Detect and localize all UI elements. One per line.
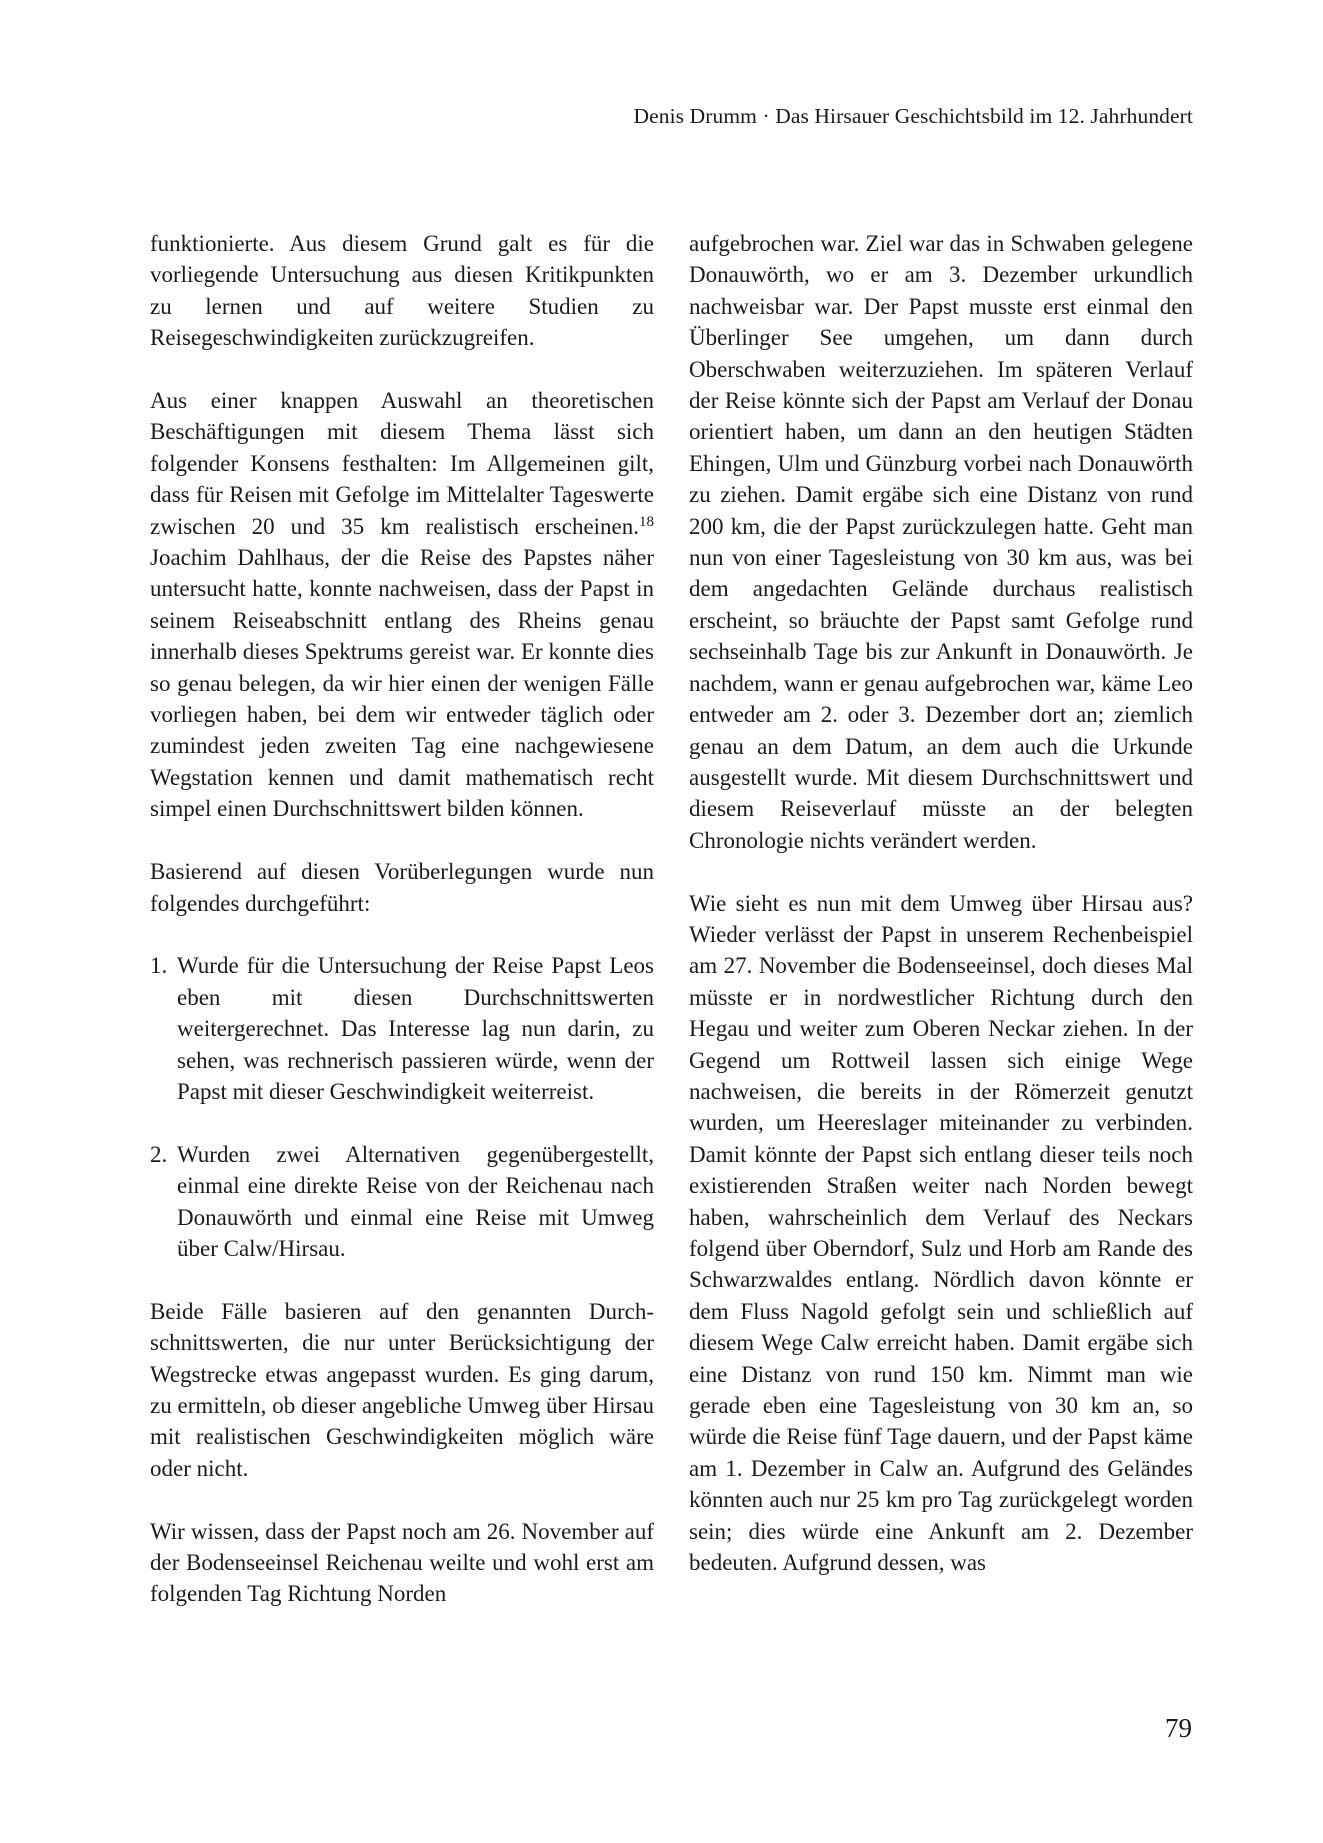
list-number: 2.: [150, 1141, 168, 1167]
list-number: 1.: [150, 953, 168, 979]
paragraph-with-footnote: [150, 385, 654, 825]
paragraph: Wir wissen, dass der Papst noch am 26. November auf der Bodenseeinsel Reichenau weilte und wohl erst am folgenden Tag Richtung Norden: [150, 1518, 654, 1607]
paragraph: Wie sieht es nun mit dem Umweg über Hirsau aus? Wieder verlässt der Papst in unserem Rechenbeispiel am 27. November die Bodenseeinsel, doch dieses Mal müsste er in nordwestlicher Richtung durch den Hegau und weiter zum Oberen Neckar ziehen. In der Gegend um Rottweil lassen sich einige Wege nachweisen, die bereits in der Römerzeit genutzt wurden, um Heereslager miteinander zu verbinden. Damit könnte der Papst sich entlang dieser teils noch existierenden Straßen weiter nach Norden bewegt haben, wahrscheinlich dem Verlauf des Neckars folgend über Oberndorf, Sulz und Horb am Rande des Schwarzwaldes entlang. Nördlich davon könnte er dem Fluss Nagold gefolgt sein und schließlich auf diesem Wege Calw erreicht haben. Damit ergäbe sich eine Distanz von rund 150 km. Nimmt man wie gerade eben eine Tagesleistung von 30 km an, so würde die Reise fünf Tage dauern, und der Papst käme am 1. Dezember in Calw an. Aufgrund des Geländes könnten auch nur 25 km pro Tag zurückgelegt worden sein; dies würde eine Ankunft am 2. Dezember bedeuten. Aufgrund dessen, was: [689, 890, 1193, 1576]
paragraph: Beide Fälle basieren auf den genannten Durchschnittswerten, die nur unter Berücksichtigung der Wegstrecke etwas angepasst wurden. Es ging darum, zu ermitteln, ob dieser angebliche Umweg über Hirsau mit realistischen Geschwindigkeiten möglich wäre oder nicht.: [150, 1298, 654, 1481]
running-header: Denis Drumm · Das Hirsauer Geschichtsbild im 12. Jahrhundert: [633, 104, 1193, 128]
paragraph: funktionierte. Aus diesem Grund galt es für die vorliegende Untersuchung aus diesen Kritikpunkten zu lernen und auf weitere Studien zu Reisegeschwindigkeiten zurückzugreifen.: [150, 231, 654, 351]
footnote-marker[interactable]: 18: [639, 513, 654, 530]
left-column: [150, 228, 654, 1610]
list-item-text: Wurde für die Untersuchung der Reise Papst Leos eben mit diesen Durchschnittswerten weitergerechnet. Das Interesse lag nun darin, zu sehen, was rechnerisch passieren würde, wenn der Papst mit dieser Geschwindigkeit weiterreist.: [177, 953, 654, 1104]
paragraph: aufgebrochen war. Ziel war das in Schwaben gelegene Donauwörth, wo er am 3. Dezember urkundlich nachweisbar war. Der Papst musste erst einmal den Überlinger See umgehen, um dann durch Oberschwaben weiterzuziehen. Im späteren Verlauf der Reise könnte sich der Papst am Verlauf der Donau orientiert haben, um dann an den heutigen Städten Ehingen, Ulm und Günzburg vorbei nach Donauwörth zu ziehen. Damit ergäbe sich eine Distanz von rund 200 km, die der Papst zurückzulegen hatte. Geht man nun von einer Tagesleistung von 30 km aus, was bei dem angedachten Gelände durchaus realistisch erscheint, so bräuchte der Papst samt Gefolge rund sechseinhalb Tage bis zur Ankunft in Donauwörth. Je nachdem, wann er genau aufgebrochen war, käme Leo entweder am 2. oder 3. Dezember dort an; ziemlich genau an dem Datum, an dem auch die Urkunde ausgestellt wurde. Mit diesem Durchschnittswert und diesem Reiseverlauf müsste an der belegten Chronologie nichts verändert werden.: [689, 231, 1193, 853]
paragraph-text: Aus einer knappen Auswahl an theoretischen Beschäftigungen mit diesem Thema lässt sich folgender Konsens festhalten: Im Allgemeinen gilt, dass für Reisen mit Gefolge im Mittelalter Tageswerte zwischen 20 und 35 km realistisch erscheinen.: [150, 388, 654, 539]
list-item: [150, 950, 654, 1107]
list-item-text: Wurden zwei Alternativen gegenübergestellt, einmal eine direkte Reise von der Reichenau nach Donauwörth und einmal eine Reise mit Umweg über Calw/Hirsau.: [177, 1141, 654, 1261]
list-item: [150, 1139, 654, 1265]
paragraph-text: Joachim Dahlhaus, der die Reise des Papstes näher untersucht hatte, konnte nachweisen, dass der Papst in seinem Reiseabschnitt entlang des Rheins genau innerhalb dieses Spektrums gereist war. Er konnte dies so genau belegen, da wir hier einen der wenigen Fälle vorliegen haben, bei dem wir entweder täglich oder zumindest jeden zweiten Tag eine nachgewiesene Wegstation kennen und damit mathematisch recht simpel einen Durchschnittswert bilden können.: [150, 545, 654, 822]
page-number: 79: [1165, 1713, 1192, 1743]
right-column: [689, 228, 1193, 1578]
paragraph: Basierend auf diesen Vorüberlegungen wurde nun folgendes durchgeführt:: [150, 859, 654, 916]
